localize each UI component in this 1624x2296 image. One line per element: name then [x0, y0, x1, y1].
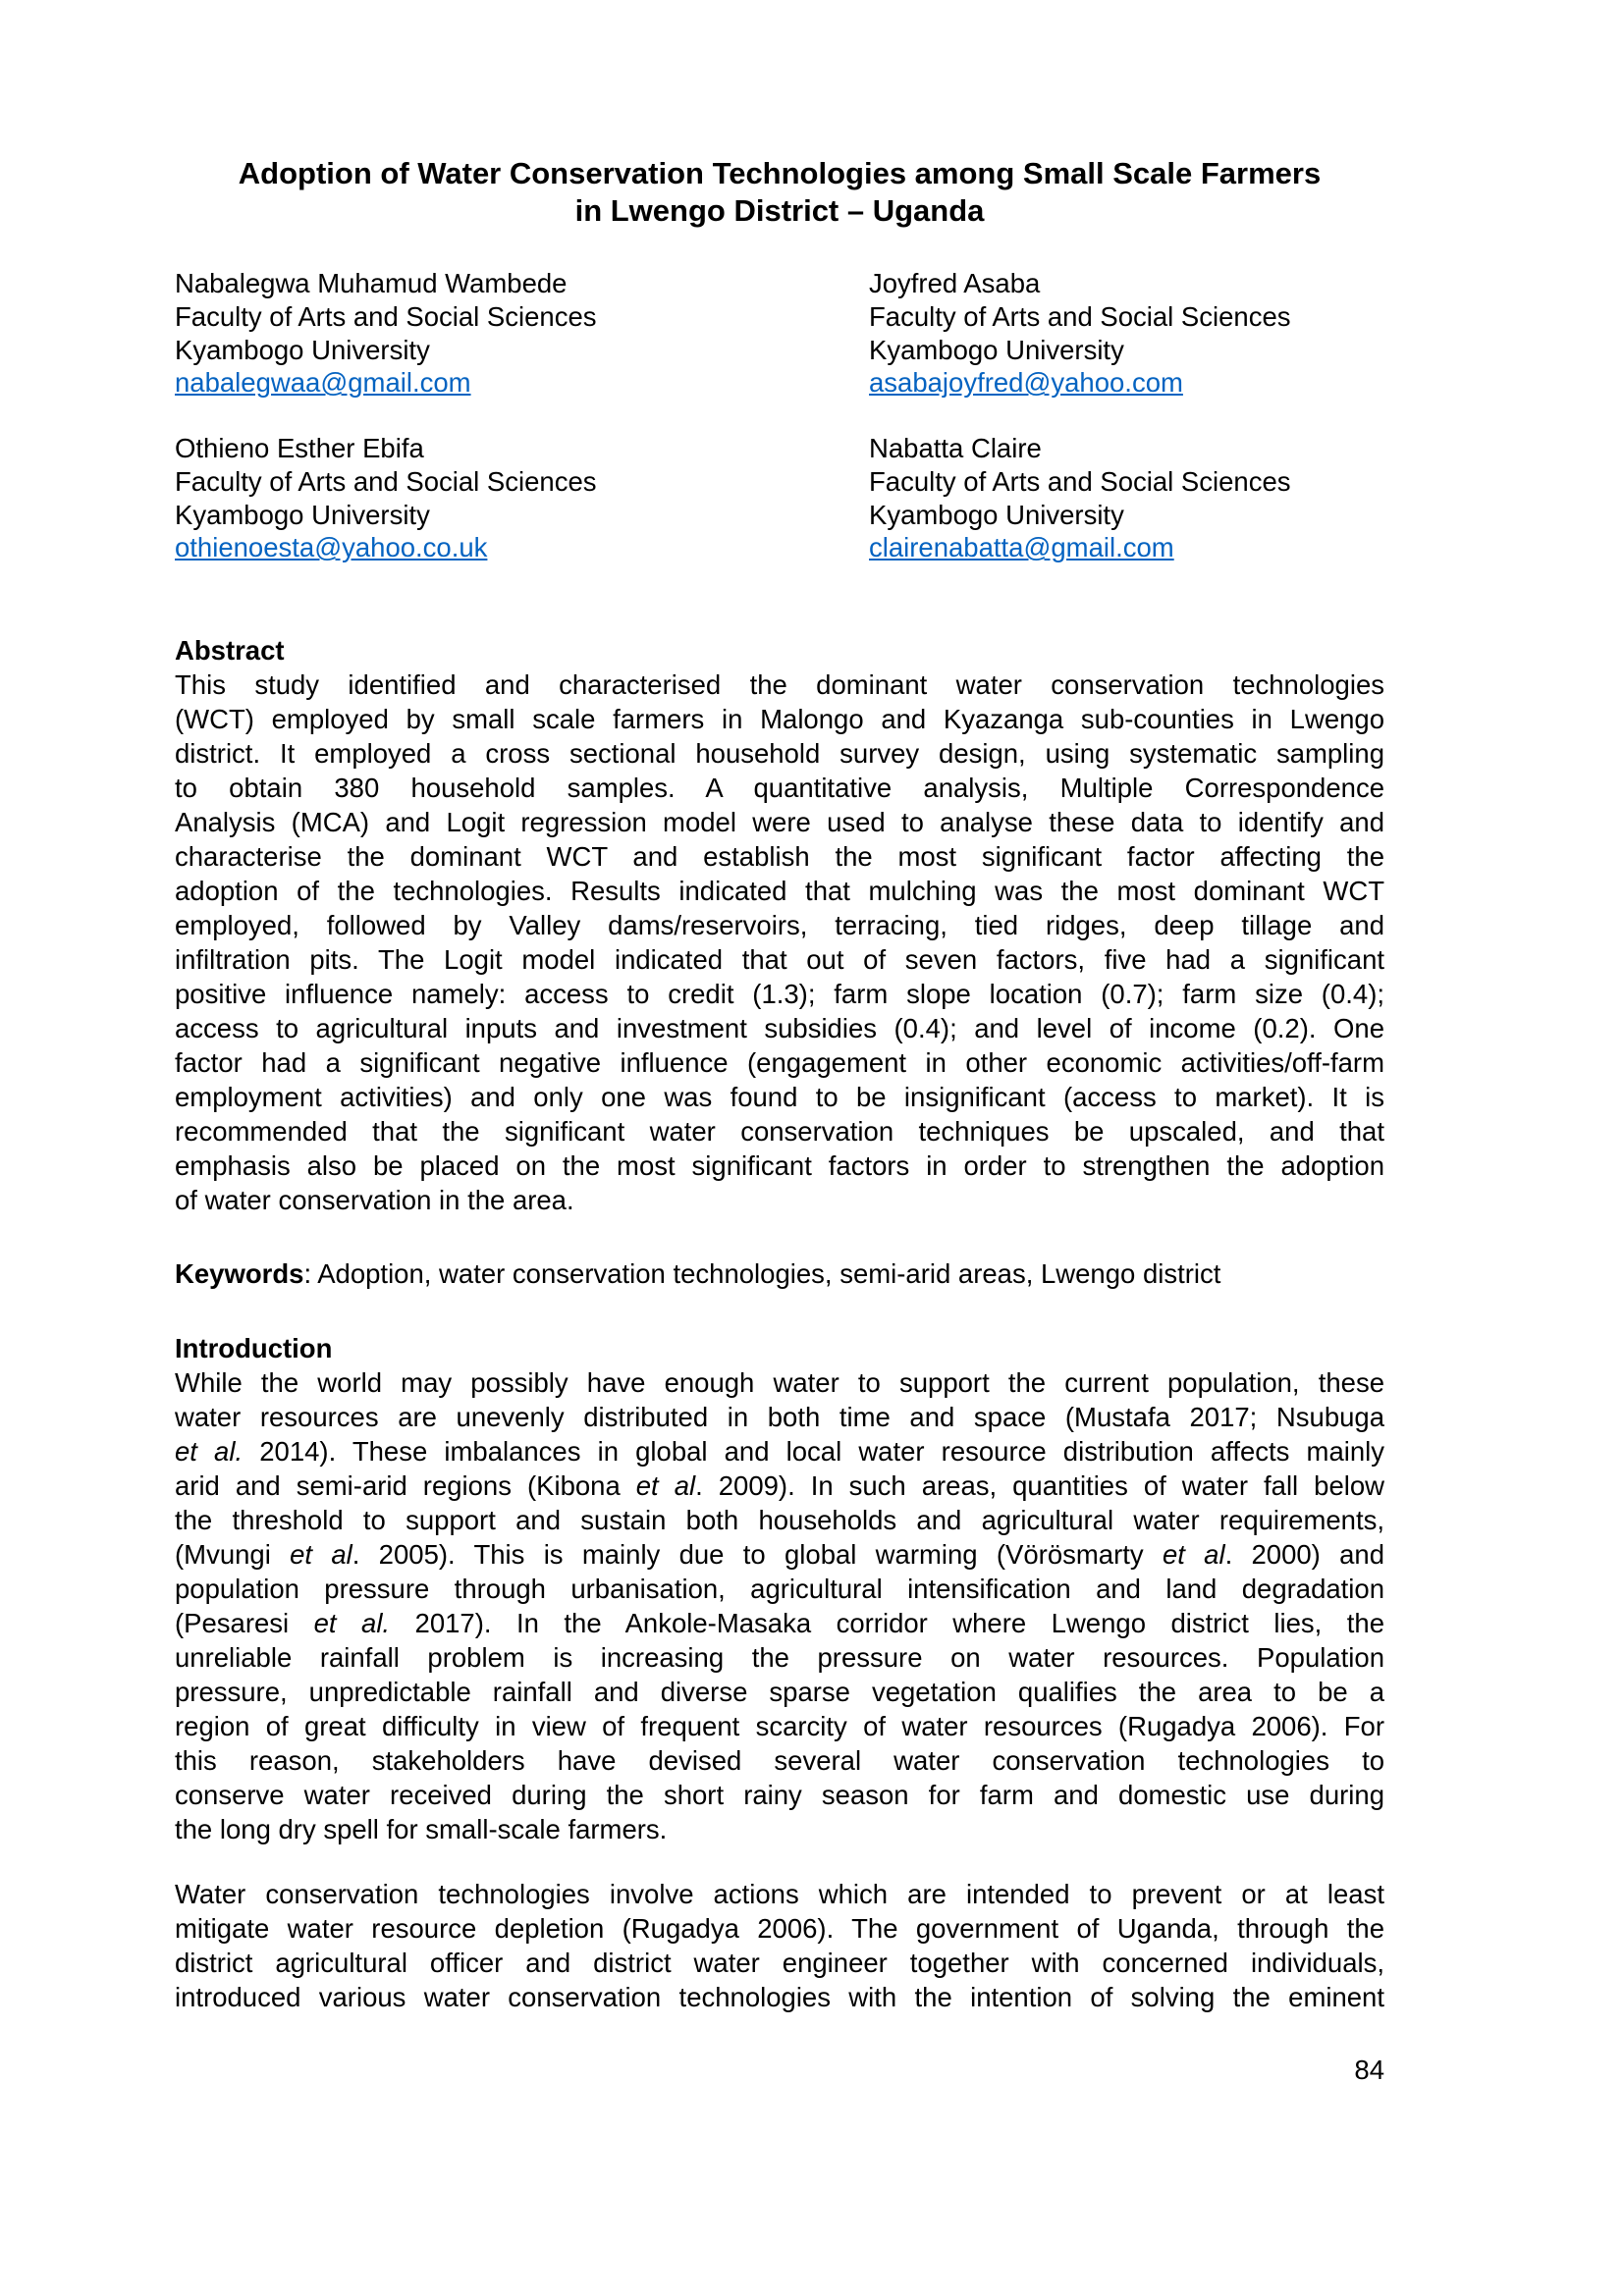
introduction-paragraph-2 [175, 1877, 1384, 2014]
text-segment: region of great difficulty in view of frequent scarcity of water resources (Rugadya 2006). For [175, 1711, 1384, 1741]
text-line [175, 1743, 1384, 1778]
text-line: adoption of the technologies. Results indicated that mulching was the most dominant WCT [175, 876, 1384, 906]
abstract-body [175, 667, 1384, 1217]
text-line [175, 1572, 1384, 1606]
text-line: (WCT) employed by small scale farmers in Malongo and Kyazanga sub-counties in Lwengo [175, 704, 1384, 734]
paper-title [175, 155, 1384, 230]
text-segment: pressure, unpredictable rainfall and diverse sparse vegetation qualifies the area to be a [175, 1677, 1384, 1707]
page-number: 84 [1354, 2055, 1384, 2085]
author-university: Kyambogo University [175, 499, 430, 530]
author-3 [175, 432, 597, 564]
author-name: Nabalegwa Muhamud Wambede [175, 268, 568, 298]
text-line [175, 1709, 1384, 1743]
introduction-heading: Introduction [175, 1333, 333, 1363]
text-line: district agricultural officer and district water engineer together with concerned individuals, [175, 1948, 1384, 1978]
text-segment: (Mvungi [175, 1539, 291, 1570]
author-faculty: Faculty of Arts and Social Sciences [869, 465, 1291, 497]
text-line: employed, followed by Valley dams/reservoirs, terracing, tied ridges, deep tillage and [175, 910, 1384, 940]
author-faculty: Faculty of Arts and Social Sciences [175, 465, 597, 497]
text-line: mitigate water resource depletion (Rugadya 2006). The government of Uganda, through the [175, 1913, 1384, 1944]
text-segment: 2014). These imbalances in global and local water resource distribution affects mainly [243, 1436, 1384, 1467]
text-line [175, 1640, 1384, 1675]
text-segment: the threshold to support and sustain both households and agricultural water requirements, [175, 1505, 1384, 1535]
author-email-link[interactable]: othienoesta@yahoo.co.uk [175, 532, 488, 563]
author-faculty: Faculty of Arts and Social Sciences [869, 300, 1291, 332]
author-university: Kyambogo University [869, 499, 1124, 530]
text-line: factor had a significant negative influence (engagement in other economic activities/off-farm [175, 1047, 1384, 1078]
keywords-section [175, 1256, 1384, 1291]
text-segment: this reason, stakeholders have devised several water conservation technologies to [175, 1745, 1384, 1776]
text-line: emphasis also be placed on the most significant factors in order to strengthen the adoption [175, 1150, 1384, 1181]
text-line [175, 1434, 1384, 1468]
text-line: positive influence namely: access to credit (1.3); farm slope location (0.7); farm size (0.4); [175, 979, 1384, 1009]
text-segment: 2017). In the Ankole-Masaka corridor where Lwengo district lies, the [390, 1608, 1384, 1638]
text-line [175, 1537, 1384, 1572]
text-segment: unreliable rainfall problem is increasing the pressure on water resources. Population [175, 1642, 1384, 1673]
italic-citation: et al [635, 1470, 696, 1501]
text-segment: . 2005). This is mainly due to global warming (Vörösmarty [352, 1539, 1163, 1570]
author-university: Kyambogo University [869, 334, 1124, 365]
text-line: of water conservation in the area. [175, 1185, 574, 1215]
italic-citation: et al [290, 1539, 352, 1570]
author-1 [175, 267, 597, 400]
text-line [175, 1468, 1384, 1503]
paper-title-line-1: Adoption of Water Conservation Technologies among Small Scale Farmers [238, 156, 1322, 190]
text-line: This study identified and characterised the dominant water conservation technologies [175, 669, 1384, 700]
introduction-section [175, 1331, 1384, 1846]
paragraph-2-body [175, 1877, 1384, 2014]
text-segment: . 2000) and [1224, 1539, 1385, 1570]
author-4 [869, 432, 1291, 564]
text-line [175, 1503, 1384, 1537]
author-name: Nabatta Claire [869, 433, 1042, 463]
text-line [175, 1365, 1384, 1400]
text-line: characterise the dominant WCT and establish the most significant factor affecting the [175, 841, 1384, 872]
keywords-text: : Adoption, water conservation technologies, semi-arid areas, Lwengo district [303, 1258, 1221, 1289]
author-name: Joyfred Asaba [869, 268, 1041, 298]
text-line [175, 1778, 1384, 1812]
text-segment: . 2009). In such areas, quantities of water fall below [695, 1470, 1385, 1501]
text-line: to obtain 380 household samples. A quantitative analysis, Multiple Correspondence [175, 773, 1384, 803]
text-line: Analysis (MCA) and Logit regression model were used to analyse these data to identify and [175, 807, 1384, 837]
text-segment: While the world may possibly have enough water to support the current population, these [175, 1367, 1384, 1398]
author-email-link[interactable]: clairenabatta@gmail.com [869, 532, 1174, 563]
text-line [175, 1606, 1384, 1640]
text-line: recommended that the significant water conservation techniques be upscaled, and that [175, 1116, 1384, 1147]
text-line: infiltration pits. The Logit model indicated that out of seven factors, five had a significant [175, 944, 1384, 975]
italic-citation: et al. [175, 1436, 244, 1467]
text-segment: population pressure through urbanisation, agricultural intensification and land degradation [175, 1574, 1384, 1604]
author-2 [869, 267, 1291, 400]
author-email-link[interactable]: asabajoyfred@yahoo.com [869, 367, 1183, 399]
text-line: employment activities) and only one was found to be insignificant (access to market). It is [175, 1082, 1384, 1112]
author-name: Othieno Esther Ebifa [175, 433, 424, 463]
text-line: district. It employed a cross sectional household survey design, using systematic sampling [175, 738, 1384, 769]
author-faculty: Faculty of Arts and Social Sciences [175, 300, 597, 332]
text-segment: (Pesaresi [175, 1608, 314, 1638]
text-segment: arid and semi-arid regions (Kibona [175, 1470, 636, 1501]
abstract-heading: Abstract [175, 635, 285, 666]
text-line [175, 1812, 1384, 1846]
text-segment: the long dry spell for small-scale farmers. [175, 1814, 668, 1844]
text-line: access to agricultural inputs and investment subsidies (0.4); and level of income (0.2). One [175, 1013, 1384, 1043]
text-line: Water conservation technologies involve actions which are intended to prevent or at least [175, 1879, 1384, 1909]
text-segment: conserve water received during the short rainy season for farm and domestic use during [175, 1780, 1384, 1810]
text-line [175, 1400, 1384, 1434]
introduction-body [175, 1365, 1384, 1846]
italic-citation: et al. [313, 1608, 391, 1638]
keywords-label: Keywords [175, 1258, 304, 1289]
paper-title-line-2: in Lwengo District – Uganda [574, 193, 985, 228]
text-line: introduced various water conservation technologies with the intention of solving the eminent [175, 1982, 1384, 2012]
author-email-link[interactable]: nabalegwaa@gmail.com [175, 367, 471, 399]
italic-citation: et al [1162, 1539, 1225, 1570]
text-line [175, 1675, 1384, 1709]
abstract-section [175, 633, 1384, 1217]
author-university: Kyambogo University [175, 334, 430, 365]
text-segment: water resources are unevenly distributed in both time and space (Mustafa 2017; Nsubuga [175, 1402, 1384, 1432]
